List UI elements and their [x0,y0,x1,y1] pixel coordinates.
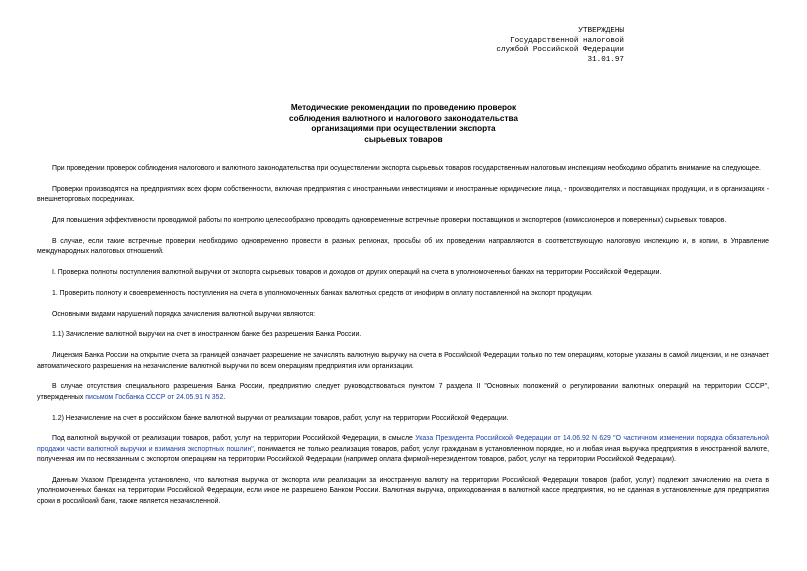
title-line-4: сырьевых товаров [364,134,443,144]
approval-stamp [496,27,624,65]
paragraph-no-permission-end: . [223,393,226,401]
paragraph-no-permission [37,382,769,403]
paragraph-intro: При проведении проверок соблюдения налогового и валютного законодательства при осуществлении экспорта сырьевых товаров государственным налоговым инспекциям необходимо обратить внимание на следующее. [52,165,761,172]
section-heading-1: I. Проверка полноты поступления валютной выручки от экспорта сырьевых товаров и доходов от других операций на счета в уполномоченных банках на территории Российской Федерации. [52,269,662,276]
paragraph-scope: Проверки производятся на предприятиях всех форм собственности, включая предприятия с иностранными инвестициями и иностранные юридические лица, - производителях и поставщиках продукции, и в организациях - внешнеторговых посредниках. [37,185,769,204]
approval-date: 31.01.97 [587,55,624,64]
paragraph-item-1: 1. Проверить полноту и своевременность поступления на счета в уполномоченных банках валютных средств от инофирм в оплату поставленной на экспорт продукции. [52,289,593,297]
document-body [37,164,769,518]
paragraph-revenue-definition [37,434,769,465]
title-line-1: Методические рекомендации по проведению проверок [290,103,517,112]
paragraph-cross-checks: Для повышения эффективности проводимой работы по контролю целесообразно проводить одновременные встречные проверки поставщиков и экспортеров (комиссионеров и поверенных) сырьевых товаров. [52,217,727,224]
title-line-2: соблюдения валютного и налогового законодательства [289,113,518,123]
paragraph-decree-rule: Данным Указом Президента установлено, что валютная выручка от экспорта или реализации за иностранную валюту на территории Российской Федерации товаров (работ, услуг) подлежит зачислению на счета в уполномоченных банках на территории Российской Федерации, если иное не разрешено Банком России. Валютная выручка, оприходованная в валютной кассе предприятия, но не сданная в установленные для предприятия сроки в российский банк, также является незачисленной. [37,477,769,505]
paragraph-item-1-2: 1.2) Незачисление на счет в российском банке валютной выручки от реализации товаров, работ, услуг на территории Российской Федерации. [52,414,509,422]
title-line-3: организациями при осуществлении экспорта [311,124,496,134]
paragraph-license: Лицензия Банка России на открытие счета за границей означает разрешение не зачислять валютную выручку на счета в Российской Федерации только по тем операциям, которые указаны в самой лицензии, и не означает автоматического разрешения на незачисление валютной выручки по всем операциям предприятия или организации. [37,352,769,370]
gosbank-letter-link[interactable]: письмом Госбанка СССР от 24.05.91 N 352 [85,393,224,401]
paragraph-revenue-text-end: , понимается не только реализация товаров, работ, услуг гражданам в установленном порядке, но и любая иная выручка предприятия в иностранной валюте, полученная им по несвязанным с экспортом операциям на территории Российской Федерации (например оплата фирмой-нерезидентом товаров, работ, услуг на территории Российской Федерации). [37,445,769,464]
approval-line-3: службой Российской Федерации [496,46,624,55]
paragraph-violations-intro: Основными видами нарушений порядка зачисления валютной выручки являются: [52,310,316,318]
document-title [0,103,807,145]
paragraph-revenue-text: Под валютной выручкой от реализации товаров, работ, услуг на территории Российской Федерации, в смысле [52,435,416,443]
paragraph-item-1-1: 1.1) Зачисление валютной выручки на счет в иностранном банке без разрешения Банка России. [52,331,362,339]
presidential-decree-link[interactable]: Указа Президента Российской Федерации от 14.06.92 N 629 "О частичном изменении порядка обязательной продажи части валютной выручки и взимания экспортных пошлин" [37,435,769,453]
approval-line-1: УТВЕРЖДЕНЫ [578,27,624,35]
paragraph-regions: В случае, если такие встречные проверки необходимо одновременно провести в разных регионах, просьбы об их проведении направляются в соответствующую налоговую инспекцию и, в копии, в Управление международных налоговых отношений. [37,237,769,256]
approval-line-2: Государственной налоговой [510,36,624,45]
paragraph-no-permission-text: В случае отсутствия специального разрешения Банка России, предприятию следует руководствоваться пунктом 7 раздела II "Основных положений о регулировании валютных операций на территории СССР", утвержденных [37,383,769,401]
